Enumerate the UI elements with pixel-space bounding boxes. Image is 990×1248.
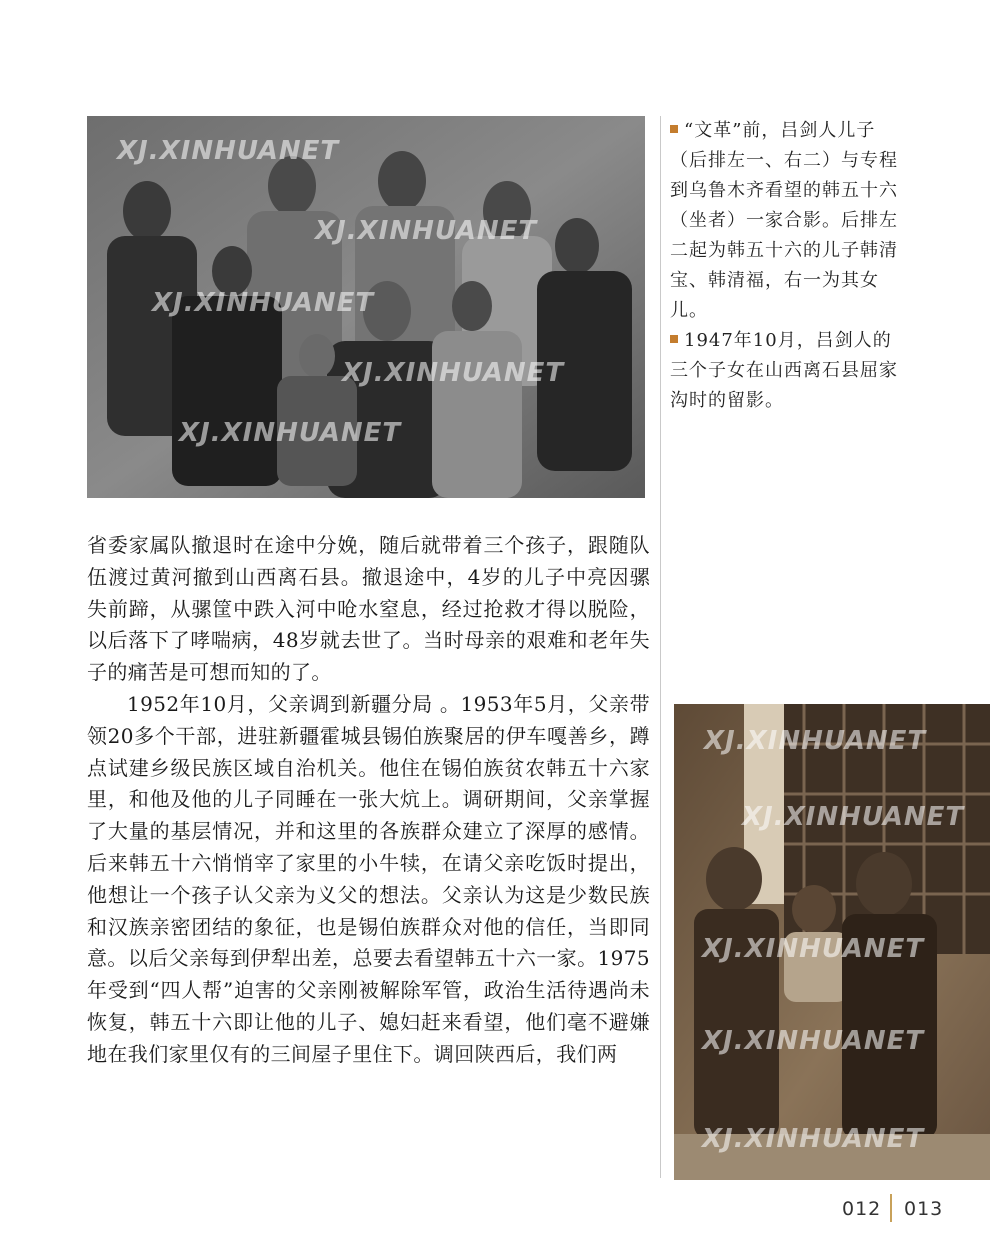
family-group-photo [87,116,645,498]
watermark: XJ.XINHUANET [342,358,565,388]
watermark: XJ.XINHUANET [702,934,925,964]
page-number-left: 012 [842,1198,882,1220]
article-body [87,530,650,1071]
body-paragraph-2: 1952年10月，父亲调到新疆分局 。1953年5月，父亲带领20多个干部，进驻新疆霍城县锡伯族聚居的伊车嘎善乡，蹲点试建乡级民族区域自治机关。他住在锡伯族贫农韩五十六家里，和他及他的儿子同睡在一张大炕上。调研期间，父亲掌握了大量的基层情况，并和这里的各族群众建立了深厚的感情。后来韩五十六悄悄宰了家里的小牛犊，在请父亲吃饭时提出，他想让一个孩子认父亲为义父的想法。父亲认为这是少数民族和汉族亲密团结的象征，也是锡伯族群众对他的信任，当即同意。以后父亲每到伊犁出差，总要去看望韩五十六一家。1975年受到“四人帮”迫害的父亲刚被解除军管，政治生活待遇尚未恢复，韩五十六即让他的儿子、媳妇赶来看望，他们毫不避嫌地在我们家里仅有的三间屋子里住下。调回陕西后，我们两 [87,691,650,1066]
watermark: XJ.XINHUANET [702,1026,925,1056]
watermark: XJ.XINHUANET [702,1124,925,1154]
watermark: XJ.XINHUANET [179,418,402,448]
body-paragraph-1: 省委家属队撤退时在途中分娩，随后就带着三个孩子，跟随队伍渡过黄河撤到山西离石县。撤退途中，4岁的儿子中亮因骡失前蹄，从骡筐中跌入河中呛水窒息，经过抢救才得以脱险，以后落下了哮喘病，48岁就去世了。当时母亲的艰难和老年失子的痛苦是可想而知的了。 [87,533,650,685]
caption-text: “文革”前，吕剑人儿子（后排左一、右二）与专程到乌鲁木齐看望的韩五十六（坐者）一家合影。后排左二起为韩五十六的儿子韩清宝、韩清福，右一为其女儿。 [670,120,898,321]
caption-bullet [670,125,678,133]
watermark: XJ.XINHUANET [152,288,375,318]
watermark: XJ.XINHUANET [315,216,538,246]
caption-children-photo [670,326,910,416]
page-number-right: 013 [904,1198,944,1220]
watermark: XJ.XINHUANET [704,726,927,756]
page-number-divider [890,1194,892,1222]
watermark: XJ.XINHUANET [742,802,965,832]
caption-text: 1947年10月，吕剑人的三个子女在山西离石县屈家沟时的留影。 [670,330,898,411]
column-divider [660,116,661,1178]
captions-column [670,116,910,416]
caption-family-photo [670,116,910,326]
children-photo [674,704,990,1180]
watermark: XJ.XINHUANET [117,136,340,166]
caption-bullet [670,335,678,343]
